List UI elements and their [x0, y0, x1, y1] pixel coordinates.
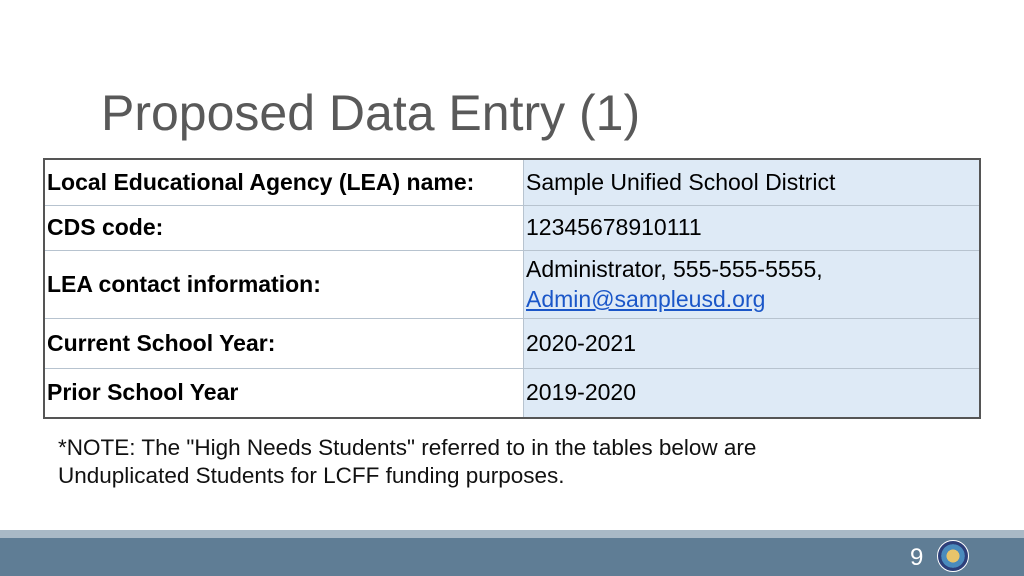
note-line: Unduplicated Students for LCFF funding purposes. — [58, 463, 565, 488]
contact-text: Administrator, 555-555-5555, — [526, 256, 823, 282]
footer-bar — [0, 538, 1024, 576]
table-row — [44, 205, 980, 250]
row-value: 12345678910111 — [524, 205, 981, 250]
footer-accent — [0, 530, 1024, 538]
email-link[interactable]: Admin@sampleusd.org — [526, 286, 766, 312]
state-seal-icon — [937, 540, 969, 572]
row-value: Sample Unified School District — [524, 159, 981, 205]
row-value — [524, 250, 981, 318]
row-label: Current School Year: — [44, 318, 524, 368]
table-row — [44, 318, 980, 368]
row-label: Prior School Year — [44, 368, 524, 418]
lea-info-table — [43, 158, 981, 419]
table-row — [44, 250, 980, 318]
row-label: Local Educational Agency (LEA) name: — [44, 159, 524, 205]
slide-title: Proposed Data Entry (1) — [101, 85, 641, 141]
table-row — [44, 159, 980, 205]
page-number: 9 — [910, 544, 924, 571]
row-label: LEA contact information: — [44, 250, 524, 318]
note-line: *NOTE: The "High Needs Students" referred to in the tables below are — [58, 435, 757, 460]
note — [58, 434, 756, 490]
table-row — [44, 368, 980, 418]
row-label: CDS code: — [44, 205, 524, 250]
row-value: 2019-2020 — [524, 368, 981, 418]
row-value: 2020-2021 — [524, 318, 981, 368]
